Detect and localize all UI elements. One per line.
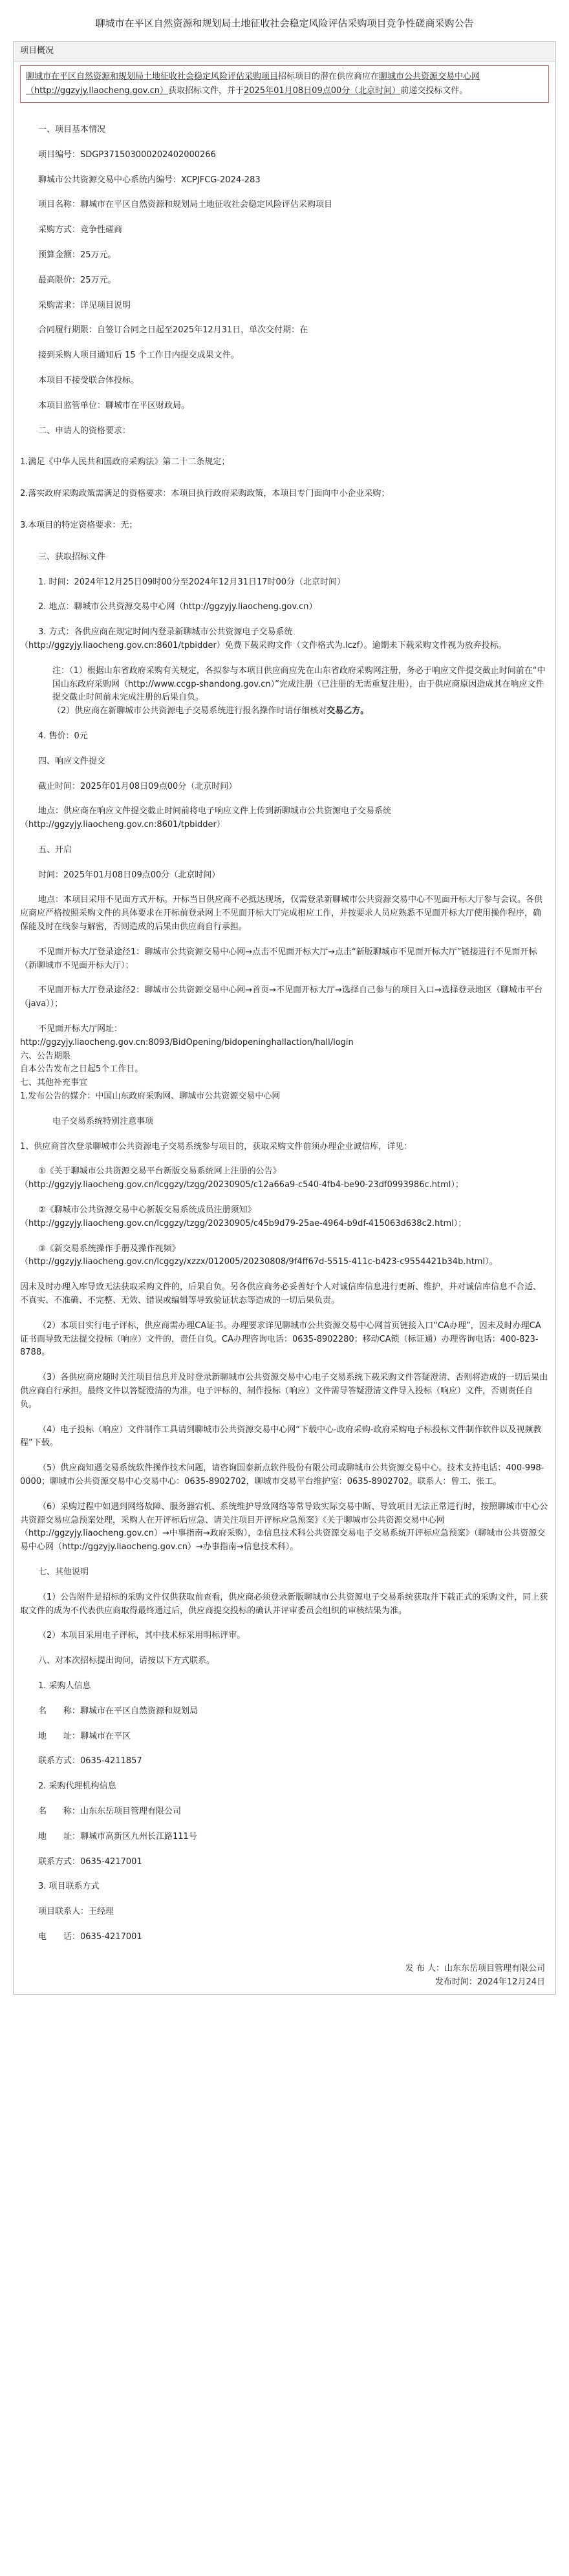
announcement-period: 自本公告发布之日起5个工作日。	[20, 1064, 144, 1075]
note-3: （3）各供应商应随时关注项目信息并及时登录新聊城市公共资源交易中心电子交易系统下载采购文件答疑澄清、否则将造成的一切后果由供应商自行承担。最终文件以答疑澄清的为准。电子评标的，制作投标（响应）文件需导答疑澄清文件导入投标（响应）文件，否则责任自负。	[20, 1373, 548, 1410]
section-4-heading: 四、响应文件提交	[38, 756, 106, 766]
obtain-time: 1. 时间：2024年12月25日09时00分至2024年12月31日17时00分（北京时间）	[38, 577, 346, 587]
project-name: 项目名称：聊城市在平区自然资源和规划局土地征收社会稳定风险评估采购项目	[38, 200, 333, 210]
purchaser-name: 名 称：聊城市在平区自然资源和规划局	[38, 1706, 199, 1716]
publish-media: 1.发布公告的媒介：中国山东政府采购网、聊城市公共资源交易中心网	[20, 1091, 281, 1102]
purchaser-contact: 联系方式：0635-4211857	[38, 1756, 142, 1766]
consortium-note: 本项目不接受联合体投标。	[38, 375, 140, 385]
note-1: 1、供应商首次登录聊城市公共资源电子交易系统参与项目的，获取采购文件前须办理企业诚信库，详见：	[20, 1141, 413, 1152]
section-3-heading: 三、获取招标文件	[38, 552, 106, 562]
purchaser-info-heading: 1. 采购人信息	[38, 1680, 91, 1691]
page	[13, 0, 556, 1995]
publish-time-line: 发布时间：2024年12月24日	[435, 1977, 545, 1987]
submission-deadline: 截止时间：2025年01月08日09点00分（北京时间）	[38, 781, 237, 791]
agency-info-heading: 2. 采购代理机构信息	[38, 1781, 116, 1792]
agency-address: 地 址：聊城市高新区九州长江路111号	[38, 1831, 197, 1841]
section-8-heading: 八、对本次招标提出询问，请按以下方式联系。	[38, 1656, 215, 1666]
note-4: （4）电子投标（响应）文件制作工具请到聊城市公共资源交易中心网“下载中心-政府采购-政府采购电子标投标文件制作软件以及视频教程”下载。	[20, 1424, 542, 1448]
procurement-method: 采购方式：竞争性磋商	[38, 225, 123, 235]
project-contact-phone: 电 话：0635-4217001	[38, 1931, 142, 1942]
announcement-box	[13, 41, 556, 1995]
opening-login-2: 不见面开标大厅登录途径2：聊城市公共资源交易中心网→首页→不见面开标大厅→选择自己参与的项目入口→选择登录地区（聊城市平台（java））；	[20, 985, 542, 1009]
section-2-heading: 二、申请人的资格要求：	[38, 425, 131, 436]
note-1c-link[interactable]: （http://ggzyjy.liaocheng.gov.cn/lcggzy/xzzx/012005/20230808/9f4ff67d-5515-411c-b423-c9554421b34b.html）。	[20, 1257, 498, 1267]
submission-place: 地点：供应商在响应文件提交截止时间前将电子响应文件上传到新聊城市公共资源电子交易系统（http://ggzyjy.liaocheng.gov.cn:8601/tpbidder）	[20, 806, 392, 830]
budget-amount: 预算金额：25万元。	[38, 250, 116, 260]
obtain-method-detail: （http://ggzyjy.liaocheng.gov.cn:8601/tpbidder）免费下载采购文件（文件格式为.lczf）。逾期未下载采购文件视为放弃投标。	[20, 640, 507, 650]
note-5: （5）供应商知遇交易系统软件操作技术问题，请咨询国泰新点软件股份有限公司或聊城市公共资源交易中心。技术支持电话：400-998-0000；聊城市公共资源交易中心交易中心：0635-8902702，聊城市交易平台维护室：0635-8902702。联系人：曾工、张工。	[20, 1463, 544, 1487]
notes-title: 电子交易系统特别注意事项	[52, 1116, 154, 1126]
note-1b-link[interactable]: （http://ggzyjy.liaocheng.gov.cn/lcggzy/tzgg/20230905/c45b9d79-25ae-4964-b9df-415063d638c2.html）；	[20, 1218, 467, 1229]
procurement-need: 采购需求：详见项目说明	[38, 300, 131, 310]
contract-period-2: 接到采购人项目通知后 15 个工作日内提交成果文件。	[38, 350, 239, 361]
note-1c: ③《新交易系统操作手册及操作视频》	[38, 1243, 180, 1254]
agency-name: 名 称：山东东岳项目管理有限公司	[38, 1806, 182, 1816]
note-1a: ①《关于聊城市公共资源交易平台新版交易系统网上注册的公告》	[38, 1166, 281, 1177]
project-number: 项目编号：SDGP371503000202402000266	[38, 149, 216, 160]
note-1a-link[interactable]: （http://ggzyjy.liaocheng.gov.cn/lcggzy/tzgg/20230905/c12a66a9-c540-4fb4-be90-23df0993986c.html）；	[20, 1180, 464, 1190]
contract-period-1: 合同履行期限：自签订合同之日起至2025年12月31日，单次交付期：在	[38, 325, 308, 336]
publisher-name: 山东东岳项目管理有限公司	[444, 1963, 545, 1973]
hall-link[interactable]: http://ggzyjy.liaocheng.gov.cn:8093/BidOpening/bidopeninghallaction/hall/login	[20, 1037, 354, 1047]
other-note-1: （1）公告附件是招标的采购文件仅供获取前查看，供应商必须登录新版聊城市公共资源电子交易系统获取并下载正式的采购文件，同上获取文件的成为不代表供应商取得最终通过后，供应商提交投标的确认并评审委员会组织的审核结果为准。	[20, 1592, 548, 1616]
opening-login-1: 不见面开标大厅登录途径1：聊城市公共资源交易中心网→点击不见面开标大厅→点击“新版聊城市不见面开标大厅”链接进行不见面开标（新聊城市不见面开标大厅）；	[20, 947, 537, 971]
qualification-3: 3.本项目的特定资格要求：无；	[20, 520, 138, 530]
opening-place: 地点：本项目采用不见面方式开标。开标当日供应商不必抵达现场，仅需登录新聊城市公共资源交易中心不见面开标大厅参与会议。各供应商应严格按照采购文件的具体要求在开标前登录网上不见面开标大厅完成相应工作，并按要求人员应熟悉不见面开标大厅使用操作程序，确保能及时在线参与解密，否则造成的后果由供应商自行承担。	[20, 895, 543, 932]
notice-project-name: 聊城市在平区自然资源和规划局土地征收社会稳定风险评估采购项目	[26, 71, 279, 81]
announcement-body	[14, 105, 555, 1994]
project-contact-heading: 3. 项目联系方式	[38, 1882, 100, 1892]
document-price: 4. 售价：0元	[38, 731, 88, 741]
section-other-heading: 七、其他补充事宜	[20, 1078, 88, 1088]
notice-box	[20, 65, 549, 103]
note-2: （2）本项目实行电子评标，供应商需办理CA证书。办理要求详见聊城市公共资源交易中心网首页链接入口“CA办理”，因未及时办理CA证书而导致无法提交投标（响应）文件的，责任自负。CA办理咨询电话：0635-8902280；移动CA锁（标证通）办理咨询电话：400-823-8788。	[20, 1320, 541, 1358]
publish-time: 2024年12月24日	[477, 1977, 545, 1987]
agency-contact: 联系方式：0635-4217001	[38, 1856, 142, 1867]
section-7-heading: 七、其他说明	[38, 1567, 89, 1577]
hall-link-label: 不见面开标大厅网址：	[38, 1024, 123, 1035]
qualification-1: 1.满足《中华人民共和国政府采购法》第二十二条规定；	[20, 457, 230, 467]
project-overview-header: 项目概况	[14, 42, 555, 61]
notice-text: 聊城市在平区自然资源和规划局土地征收社会稳定风险评估采购项目招标项目的潜在供应商应在聊城市公共资源交易中心网（http://ggzyjy.llaocheng.gov.cn）获取招标文件，并于2025年01月08日09点00分（北京时间）前递交投标文件。	[26, 71, 480, 96]
page-title: 聊城市在平区自然资源和规划局土地征收社会稳定风险评估采购项目竞争性磋商采购公告	[95, 17, 474, 29]
notice-deadline: 2025年01月08日09点00分（北京时间）	[244, 85, 401, 96]
max-price: 最高限价：25万元。	[38, 275, 116, 285]
publisher-line: 发 布 人：山东东岳项目管理有限公司	[405, 1963, 545, 1973]
purchaser-address: 地 址：聊城市在平区	[38, 1731, 131, 1741]
obtain-note-1: 注：（1）根据山东省政府采购有关规定，各拟参与本项目供应商应先在山东省政府采购网注册，务必于响应文件提交截止时间前在“中国山东政府采购网（http://www.ccgp-shandong.gov.cn）”完成注册（已注册的无需重复注册），由于供应商原因造成其在响应文件提交截止时间前未完成注册的后果自负。	[52, 665, 546, 703]
obtain-method: 3. 方式：各供应商在规定时间内登录新聊城市公共资源电子交易系统	[38, 627, 293, 638]
note-1d: 因未及时办理入库导致无法获取采购文件的，后果自负。另各供应商务必妥善好个人对诚信库信息进行更新、维护，并对诚信库信息不合适、不真实、不准确、不完整、无效、错误或编辑等导致验证状态等造成的一切后果负责。	[20, 1282, 542, 1306]
obtain-note-2: （2）供应商在新聊城市公共资源电子交易系统进行报名操作时请仔细核对交易乙方。	[52, 706, 369, 716]
inner-number: 聊城市公共资源交易中心系统内编号：XCPJFCG-2024-283	[38, 175, 261, 185]
supervisor: 本项目监管单位：聊城市在平区财政局。	[38, 400, 190, 411]
opening-time: 时间：2025年01月08日09点00分（北京时间）	[38, 870, 220, 880]
project-contact-person: 项目联系人：王经理	[38, 1907, 114, 1917]
notice-site-link[interactable]: 聊城市公共资源交易中心网（http://ggzyjy.llaocheng.gov.cn）	[26, 71, 480, 96]
section-1-heading: 一、项目基本情况	[38, 124, 106, 134]
note-1b: ②《聊城市公共资源交易中心新版交易系统成员注册须知》	[38, 1205, 256, 1216]
obtain-place: 2. 地点：聊城市公共资源交易中心网（http://ggzyjy.liaocheng.gov.cn）	[38, 602, 317, 612]
note-6: （6）采购过程中如遇到网络故障、服务器宕机、系统维护导致网络等常导致实际交易中断、导致项目无法正常进行时，按照聊城市中心公共资源交易应急预案处理，采购人在开评标后应急、请关注项目开评标应急预案》《关于聊城市公共资源交易中心网（http://ggzyjy.liaocheng.gov.cn）→中事指南→政府采购），②信息技术科公共资源交易电子交易系统开评标应急预案》（聊城市公共资源交易中心网（http://ggzyjy.liaocheng.gov.cn）→办事指南→信息技术科）。	[20, 1501, 548, 1552]
section-6-heading: 六、公告期限	[20, 1051, 71, 1061]
section-5-heading: 五、开启	[38, 844, 72, 855]
other-note-2: （2）本项目采用电子评标，其中技术标采用明标评审。	[38, 1631, 246, 1641]
qualification-2: 2.落实政府采购政策需满足的资格要求：本项目执行政府采购政策，本项目专门面向中小企业采购；	[20, 489, 390, 499]
